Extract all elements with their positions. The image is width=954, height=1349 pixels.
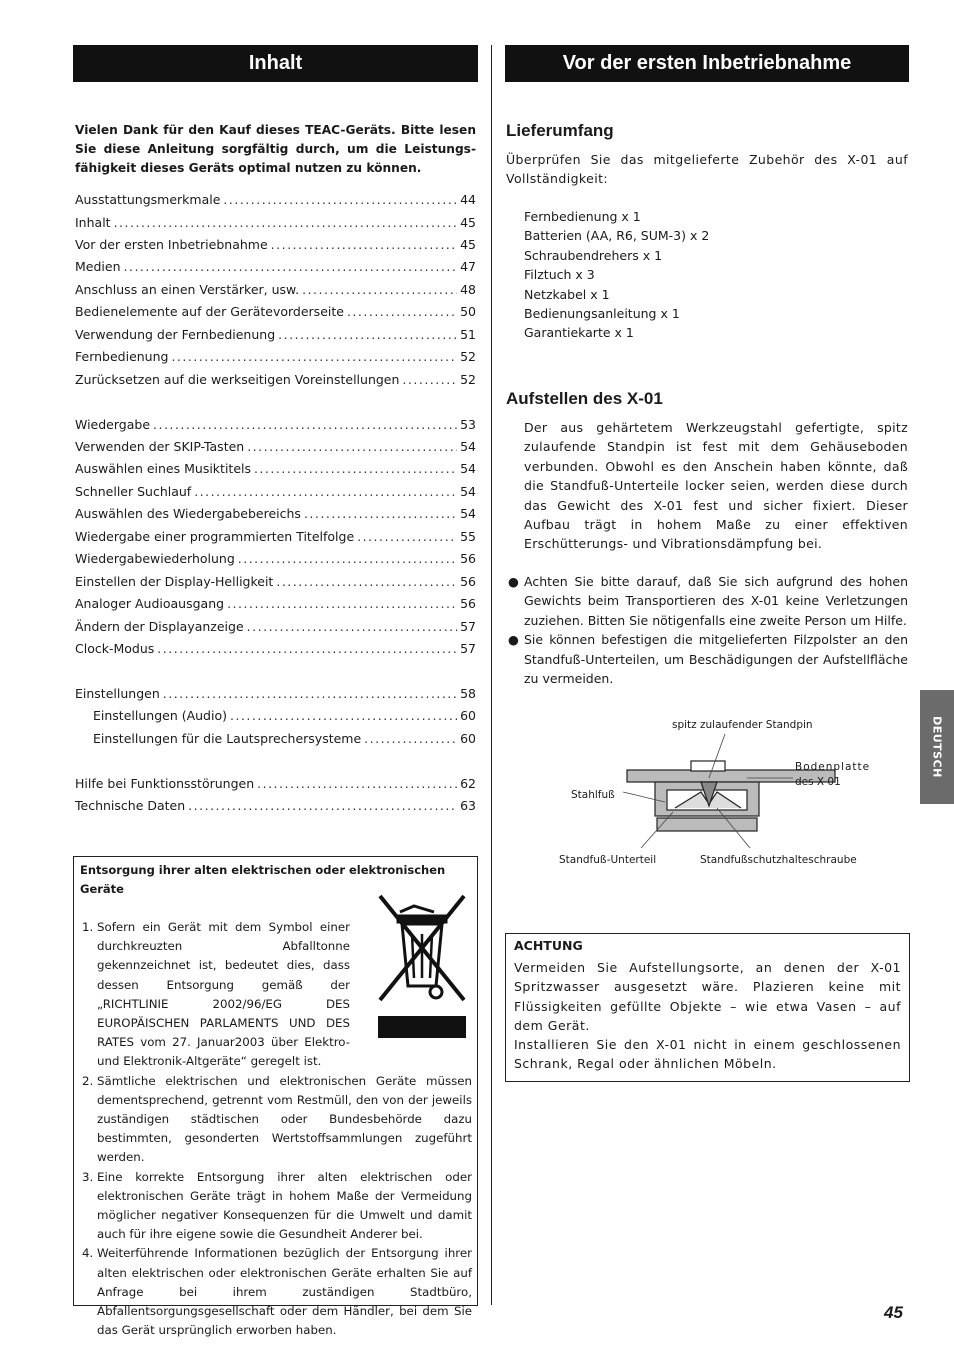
list-item: Bedienungsanleitung x 1	[524, 306, 680, 322]
item-number: 4.	[82, 1246, 94, 1261]
intro-text: Vielen Dank für den Kauf dieses TEAC-Geräts. Bitte lesen Sie diese Anleitung sorgfältig durch, um die Leistungsfähigkeit dieses Geräts optimal nutzen zu können.	[75, 123, 476, 175]
toc-page: 52	[460, 349, 476, 364]
toc-title: Analoger Audioausgang	[75, 596, 225, 611]
toc-entry	[75, 237, 476, 257]
toc-leader	[302, 282, 457, 297]
label-schutzhalteschraube: Standfußschutzhalteschraube	[700, 854, 857, 866]
disposal-title: Entsorgung ihrer alten elektrischen oder elektronischen Geräte	[80, 863, 446, 896]
toc-entry	[75, 461, 476, 481]
toc-leader	[357, 529, 457, 544]
toc-leader	[153, 417, 457, 432]
toc-title: Ändern der Displayanzeige	[75, 619, 244, 634]
toc-leader	[364, 731, 457, 746]
toc-entry	[75, 798, 476, 818]
foot-diagram	[545, 712, 885, 872]
toc-title: Vor der ersten Inbetriebnahme	[75, 237, 268, 252]
list-item	[80, 1168, 472, 1245]
toc-leader	[157, 641, 457, 656]
item-text: Eine korrekte Entsorgung ihrer alten elektrischen oder elektronischen Geräte trägt in hohem Maße der Vermeidung möglicher negativer Konsequenzen für die Umwelt und damit auch für ihre eigene sowie die Gesundheit Anderer bei.	[97, 1169, 472, 1242]
toc-entry	[75, 529, 476, 549]
item-text: Weiterführende Informationen bezüglich der Entsorgung ihrer alten elektrischen oder elektronischen Geräte erhalten Sie auf Anfrage bei ihrem zuständigen Stadtbüro, Abfallentsorgungsgesellschaft oder dem Händler, bei dem Sie das Gerät ursprünglich erworben haben.	[97, 1246, 472, 1338]
toc-entry	[93, 731, 476, 751]
toc-page: 60	[460, 731, 476, 746]
toc-entry	[75, 776, 476, 796]
toc-title: Technische Daten	[75, 798, 186, 813]
toc-leader	[254, 461, 457, 476]
language-tab-label: DEUTSCH	[930, 716, 944, 778]
toc-title: Fernbedienung	[75, 349, 169, 364]
list-item: Garantiekarte x 1	[524, 325, 634, 341]
toc-leader	[227, 596, 457, 611]
toc-title: Anschluss an einen Verstärker, usw.	[75, 282, 300, 297]
toc-title: Wiedergabewiederholung	[75, 551, 235, 566]
toc-page: 54	[460, 461, 476, 476]
label-bodenplatte: Bodenplatte	[795, 761, 871, 773]
toc-title: Inhalt	[75, 215, 111, 230]
list-item: Netzkabel x 1	[524, 286, 610, 302]
label-bodenplatte-2: des X-01	[795, 776, 841, 788]
toc-title: Schneller Suchlauf	[75, 484, 192, 499]
toc-page: 62	[460, 776, 476, 791]
toc-entry	[75, 551, 476, 571]
toc-entry	[75, 327, 476, 347]
disposal-box	[73, 856, 478, 1338]
section-heading-inbetriebnahme: Vor der ersten Inbetriebnahme	[505, 45, 909, 82]
toc-title: Auswählen eines Musiktitels	[75, 461, 251, 476]
toc-title: Auswählen des Wiedergabebereichs	[75, 506, 301, 521]
toc-entry	[75, 349, 476, 369]
accessory-list	[524, 207, 709, 343]
item-text: Sofern ein Gerät mit dem Symbol einer durchkreuzten Abfalltonne gekennzeichnet ist, bedeutet dies, dass dessen Entsorgung gemäß der „RICHTLINIE 2002/96/EG DES EUROPÄISCHEN PARLAMENTS UND DES RATES vom 27. Januar2003 über Elektro- und Elektronik-Altgeräte“ geregelt ist.	[97, 920, 350, 1069]
toc-leader	[194, 484, 457, 499]
toc-title: Ausstattungsmerkmale	[75, 192, 221, 207]
toc-entry	[75, 282, 476, 302]
heading-lieferumfang: Lieferumfang	[506, 121, 614, 140]
toc-page: 56	[460, 574, 476, 589]
toc-page: 54	[460, 506, 476, 521]
toc-leader	[230, 708, 457, 723]
toc-title: Verwendung der Fernbedienung	[75, 327, 276, 342]
bullet-icon: ●	[508, 574, 519, 589]
toc-leader	[304, 506, 457, 521]
toc-title: Clock-Modus	[75, 641, 155, 656]
toc-entry	[75, 619, 476, 639]
list-item	[80, 1072, 472, 1168]
item-number: 1.	[82, 920, 94, 934]
page-number: 45	[884, 1303, 903, 1322]
lieferumfang-intro: Überprüfen Sie das mitgelieferte Zubehör des X-01 auf Vollständigkeit:	[506, 152, 908, 187]
toc-page: 45	[460, 215, 476, 230]
toc-entry	[75, 417, 476, 437]
toc-page: 47	[460, 259, 476, 274]
toc-entry	[75, 304, 476, 324]
bullet-list	[506, 572, 908, 688]
aufstellen-text: Der aus gehärtetem Werkzeugstahl gefertigte, spitz zulaufende Standpin ist fest mit dem Gehäuseboden verbunden. Obwohl es den Anschein haben könnte, daß die Standfuß-Unterteile locker seien, werden diese durch das Gewicht des X-01 fest und sicher fixiert. Dieser Aufbau trägt in hohem Maße zu einer effektiven Erschütterungs- und Vibrationsdämpfung bei.	[524, 420, 908, 552]
toc-title: Einstellungen (Audio)	[93, 708, 227, 723]
toc-page: 57	[460, 619, 476, 634]
toc-title: Einstellen der Display-Helligkeit	[75, 574, 274, 589]
toc-entry	[75, 641, 476, 661]
item-number: 2.	[82, 1073, 94, 1088]
item-text: Sämtliche elektrischen und elektronischen Geräte müssen dementsprechend, getrennt vom Restmüll, den von der jeweils zuständigen städtischen oder Bundesbehörde dazu bestimmten, gesonderten Wertstoffsammlungen zugeführt werden.	[97, 1073, 472, 1165]
list-item: Fernbedienung x 1	[524, 209, 641, 224]
list-item	[506, 630, 908, 688]
list-item: Filztuch x 3	[524, 267, 595, 283]
toc-page: 63	[460, 798, 476, 813]
toc-entry	[75, 596, 476, 616]
toc-page: 55	[460, 529, 476, 544]
toc-page: 52	[460, 372, 476, 387]
bullet-icon: ●	[508, 632, 519, 648]
warning-text-2: Installieren Sie den X-01 nicht in einem geschlossenen Schrank, Regal oder ähnlichen Möbeln.	[514, 1037, 901, 1072]
label-standpin: spitz zulaufender Standpin	[672, 719, 813, 731]
toc-title: Einstellungen	[75, 686, 160, 701]
toc-page: 45	[460, 237, 476, 252]
heading-aufstellen: Aufstellen des X-01	[506, 389, 663, 408]
list-item	[80, 1244, 472, 1340]
list-item: Batterien (AA, R6, SUM-3) x 2	[524, 228, 710, 244]
toc-title: Zurücksetzen auf die werkseitigen Voreinstellungen	[75, 372, 400, 387]
toc-leader	[163, 686, 457, 701]
label-standfuss-unterteil: Standfuß-Unterteil	[559, 854, 657, 866]
toc-leader	[238, 551, 457, 566]
toc-entry	[75, 686, 476, 706]
toc-entry	[75, 192, 476, 212]
toc-leader	[114, 215, 458, 230]
toc-page: 44	[460, 192, 476, 207]
toc-leader	[171, 349, 457, 364]
toc-entry	[75, 215, 476, 235]
toc-leader	[271, 237, 457, 252]
item-number: 3.	[82, 1169, 94, 1184]
toc-page: 48	[460, 282, 476, 297]
label-stahlfuss: Stahlfuß	[571, 789, 615, 801]
toc-page: 51	[460, 327, 476, 342]
list-item	[506, 572, 908, 630]
toc-entry	[75, 259, 476, 279]
toc-leader	[278, 327, 457, 342]
toc-title: Medien	[75, 259, 121, 274]
bullet-text: Sie können befestigen die mitgelieferten Filzpolster an den Standfuß-Unterteilen, um Beschädigungen der Aufstellfläche zu vermeiden.	[524, 632, 908, 687]
toc-page: 60	[460, 708, 476, 723]
toc-title: Bedienelemente auf der Gerätevorderseite	[75, 304, 344, 319]
toc-entry	[75, 506, 476, 526]
toc-page: 56	[460, 551, 476, 566]
toc-leader	[347, 304, 457, 319]
toc-leader	[223, 192, 457, 207]
toc-page: 54	[460, 439, 476, 454]
toc-title: Hilfe bei Funktionsstörungen	[75, 776, 255, 791]
toc-page: 54	[460, 484, 476, 499]
crossed-out-wheelie-bin-icon	[374, 890, 470, 1040]
toc-title: Wiedergabe	[75, 417, 151, 432]
toc-leader	[124, 259, 458, 274]
toc-leader	[257, 776, 457, 791]
column-divider	[491, 45, 492, 1305]
toc-leader	[188, 798, 457, 813]
language-tab	[920, 690, 954, 804]
toc-entry	[75, 439, 476, 459]
toc-entry	[75, 484, 476, 504]
toc-page: 53	[460, 417, 476, 432]
toc-title: Einstellungen für die Lautsprechersysteme	[93, 731, 362, 746]
toc-page: 50	[460, 304, 476, 319]
list-item	[80, 918, 350, 1072]
bullet-text: Achten Sie bitte darauf, daß Sie sich aufgrund des hohen Gewichts beim Transportieren des X-01 keine Verletzungen zuziehen. Bitten Sie nötigenfalls eine zweite Person um Hilfe.	[524, 574, 908, 628]
toc-entry	[75, 372, 476, 392]
toc-page: 58	[460, 686, 476, 701]
toc-page: 57	[460, 641, 476, 656]
toc-page: 56	[460, 596, 476, 611]
toc-leader	[402, 372, 457, 387]
toc-entry	[93, 708, 476, 728]
toc-entry	[75, 574, 476, 594]
toc-leader	[247, 439, 457, 454]
toc-title: Wiedergabe einer programmierten Titelfolge	[75, 529, 355, 544]
toc-leader	[276, 574, 457, 589]
warning-text-1: Vermeiden Sie Aufstellungsorte, an denen der X-01 Spritzwasser ausgesetzt wäre. Plazieren keine mit Flüssigkeiten gefüllte Objekte – wie etwa Vasen – auf dem Gerät.	[514, 960, 901, 1034]
toc-leader	[247, 619, 457, 634]
warning-title: ACHTUNG	[514, 938, 583, 953]
section-heading-inhalt: Inhalt	[73, 45, 478, 82]
warning-box	[505, 933, 910, 1082]
list-item: Schraubendrehers x 1	[524, 247, 663, 263]
toc-title: Verwenden der SKIP-Tasten	[75, 439, 245, 454]
